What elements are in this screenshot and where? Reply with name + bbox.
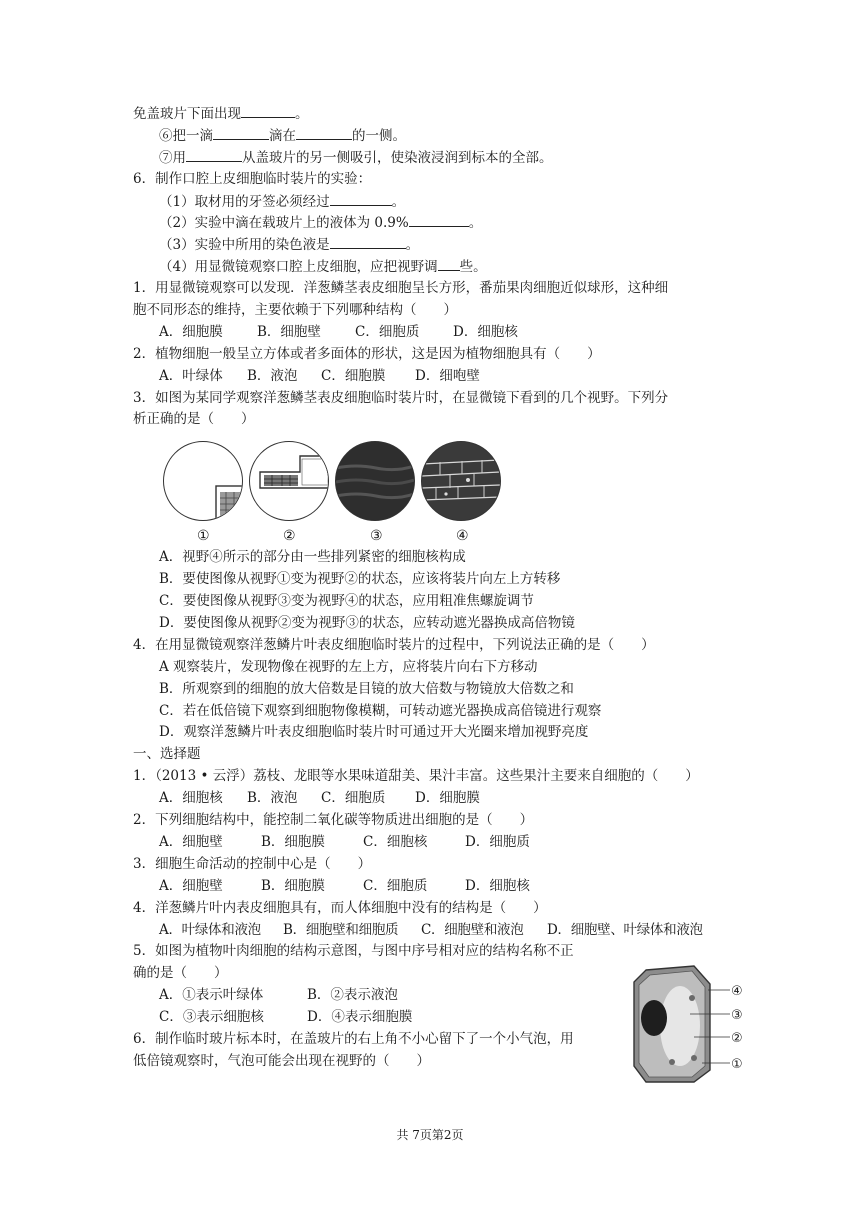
- option-b[interactable]: B．细胞壁和细胞质: [283, 921, 399, 938]
- option-b[interactable]: B．细胞壁: [257, 323, 321, 340]
- options-row: [133, 832, 743, 854]
- view-label-2: ②: [283, 528, 296, 545]
- option-b[interactable]: B．细胞膜: [261, 833, 325, 850]
- answer-blank: [213, 125, 269, 140]
- section-title: 一、选择题: [133, 746, 201, 763]
- option-d[interactable]: D．观察洋葱鳞片叶表皮细胞临时装片时可通过开大光圈来增加视野亮度: [159, 724, 589, 741]
- question-stem: 低倍镜观察时，气泡可能会出现在视野的（ ）: [133, 1052, 430, 1069]
- view-1-circle: [163, 441, 243, 521]
- answer-blank: [186, 147, 242, 162]
- option-a[interactable]: A．细胞壁: [159, 833, 223, 850]
- option-a[interactable]: A．视野④所示的部分由一些排列紧密的细胞核构成: [159, 549, 466, 566]
- option-d[interactable]: D．④表示细胞膜: [307, 1009, 413, 1026]
- answer-blank: [296, 125, 352, 140]
- question-stem: 3．细胞生命活动的控制中心是（ ）: [133, 855, 372, 872]
- option-b[interactable]: B．液泡: [247, 367, 298, 384]
- question-stem: 3．如图为某同学观察洋葱鳞茎表皮细胞临时装片时，在显微镜下看到的几个视野。下列分: [133, 389, 669, 406]
- text-line: 免盖玻片下面出现 。: [133, 103, 743, 125]
- option-a[interactable]: A．细胞核: [159, 790, 223, 807]
- fig-label-4: ④: [731, 984, 743, 999]
- options-row: [133, 322, 743, 344]
- question-stem: 2．下列细胞结构中，能控制二氧化碳等物质进出细胞的是（ ）: [133, 812, 534, 829]
- options-row: [133, 876, 743, 898]
- option-a[interactable]: A．叶绿体和液泡: [159, 921, 261, 938]
- option-a[interactable]: A．细胞壁: [159, 877, 223, 894]
- answer-blank: [330, 234, 406, 249]
- option-d[interactable]: D．细胞壁、叶绿体和液泡: [547, 921, 703, 938]
- fig-label-3: ③: [731, 1008, 743, 1023]
- option-c[interactable]: C．细胞膜: [321, 367, 386, 384]
- text-line: （3）实验中所用的染色液是 。: [133, 234, 743, 256]
- text-line: ⑥把一滴 滴在 的一侧。: [133, 125, 743, 147]
- view-3-circle: [335, 441, 415, 521]
- option-d[interactable]: D．细胞核: [453, 323, 518, 340]
- option-c[interactable]: C．若在低倍镜下观察到细胞物像模糊，可转动遮光器换成高倍镜进行观察: [159, 702, 602, 719]
- answer-blank: [330, 191, 392, 206]
- question-stem: 1．用显微镜观察可以发现．洋葱鳞茎表皮细胞呈长方形，番茄果肉细胞近似球形，这种细: [133, 280, 669, 297]
- option-a[interactable]: A．①表示叶绿体: [159, 987, 264, 1004]
- option-d[interactable]: D．细咆壁: [415, 367, 480, 384]
- view-label-4: ④: [456, 528, 469, 545]
- option-d[interactable]: D．细胞质: [465, 833, 530, 850]
- fig-label-2: ②: [731, 1031, 743, 1046]
- option-c[interactable]: C．细胞质: [321, 790, 386, 807]
- question-stem: 2．植物细胞一般呈立方体或者多面体的形状，这是因为植物细胞具有（ ）: [133, 345, 601, 362]
- text-line: （4）用显微镜观察口腔上皮细胞，应把视野调 些。: [133, 256, 743, 278]
- question-stem: 4．洋葱鳞片叶内表皮细胞具有，而人体细胞中没有的结构是（ ）: [133, 899, 547, 916]
- question-stem: 6．制作临时玻片标本时，在盖玻片的右上角不小心留下了一个小气泡，用: [133, 1030, 574, 1047]
- fig-label-1: ①: [731, 1057, 743, 1072]
- view-labels: [133, 525, 743, 547]
- plant-cell-figure: [632, 962, 750, 1086]
- question-6-stem: 6．制作口腔上皮细胞临时装片的实验：: [133, 170, 372, 187]
- option-b[interactable]: B．液泡: [247, 790, 298, 807]
- option-d[interactable]: D．细胞核: [465, 877, 530, 894]
- question-stem: 5．如图为植物叶肉细胞的结构示意图，与图中序号相对应的结构名称不正: [133, 943, 574, 960]
- option-b[interactable]: B．要使图像从视野①变为视野②的状态，应该将装片向左上方转移: [159, 571, 561, 588]
- option-c[interactable]: C．要使图像从视野③变为视野④的状态，应用粗准焦螺旋调节: [159, 593, 534, 610]
- options-row: [133, 788, 743, 810]
- question-stem: 析正确的是（ ）: [133, 411, 255, 428]
- option-c[interactable]: C．细胞质: [355, 323, 420, 340]
- question-stem: 胞不同形态的维持，主要依赖于下列哪种结构（ ）: [133, 302, 457, 319]
- question-stem: 确的是（ ）: [133, 965, 228, 982]
- text-line: （2）实验中滴在载玻片上的液体为 0.9% 。: [133, 212, 743, 234]
- question-stem: 4．在用显微镜观察洋葱鳞片叶表皮细胞临时装片的过程中，下列说法正确的是（ ）: [133, 636, 655, 653]
- option-b[interactable]: B．细胞膜: [261, 877, 325, 894]
- text-line: （1）取材用的牙签必须经过 。: [133, 191, 743, 213]
- view-label-3: ③: [370, 528, 383, 545]
- option-c[interactable]: C．细胞质: [363, 877, 428, 894]
- option-b[interactable]: B．②表示液泡: [307, 987, 398, 1004]
- option-c[interactable]: C．③表示细胞核: [159, 1009, 264, 1026]
- options-row: [133, 366, 743, 388]
- option-d[interactable]: D．要使图像从视野②变为视野③的状态，应转动遮光器换成高倍物镜: [159, 615, 575, 632]
- answer-blank: [409, 212, 469, 227]
- option-b[interactable]: B．所观察到的细胞的放大倍数是目镜的放大倍数与物镜放大倍数之和: [159, 680, 574, 697]
- options-row: [133, 920, 743, 942]
- text-line: ⑦用 从盖玻片的另一侧吸引，使染液浸润到标本的全部。: [133, 147, 743, 169]
- answer-blank: [438, 256, 460, 271]
- view-label-1: ①: [197, 528, 210, 545]
- option-a[interactable]: A．叶绿体: [159, 367, 223, 384]
- question-stem: 1．（2013 • 云浮）荔枝、龙眼等水果味道甜美、果汁丰富。这些果汁主要来自细胞的（ ）: [133, 768, 699, 785]
- microscope-views-figure: [133, 437, 743, 533]
- option-a[interactable]: A．细胞膜: [159, 323, 223, 340]
- option-d[interactable]: D．细胞膜: [415, 790, 480, 807]
- document-body: [133, 103, 743, 1073]
- option-a[interactable]: A 观察装片，发现物像在视野的左上方，应将装片向右下方移动: [159, 658, 538, 675]
- view-2-circle: [249, 441, 329, 521]
- option-c[interactable]: C．细胞壁和液泡: [421, 921, 524, 938]
- page-footer: 共 7页第2页: [396, 1128, 464, 1142]
- answer-blank: [241, 103, 295, 118]
- view-4-circle: [421, 441, 501, 521]
- option-c[interactable]: C．细胞核: [363, 833, 428, 850]
